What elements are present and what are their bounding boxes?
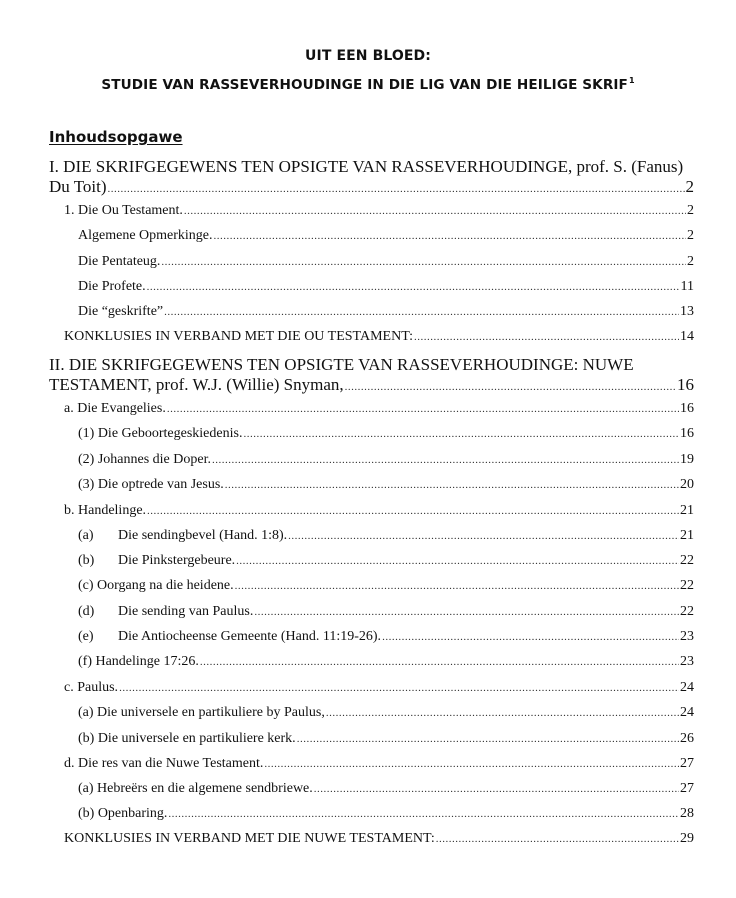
toc-page-number: 24	[680, 705, 694, 720]
dot-leader	[147, 505, 679, 517]
toc-entry-title: Die Pinkstergebeure.	[118, 553, 236, 568]
toc-entry[interactable]	[78, 279, 694, 295]
toc-entry[interactable]	[64, 329, 694, 345]
toc-entry[interactable]	[78, 452, 694, 468]
toc-entry-title: (1) Die Geboortegeskiedenis.	[78, 426, 243, 441]
toc-entry-title: (3) Die optrede van Jesus.	[78, 477, 224, 492]
toc-entry[interactable]	[64, 401, 694, 417]
document-subtitle	[0, 76, 736, 93]
dot-leader	[167, 403, 679, 415]
dot-leader	[297, 733, 679, 745]
toc-entry[interactable]	[78, 304, 694, 320]
toc-entry[interactable]	[78, 477, 694, 493]
toc-entry-title: (a) Hebreërs en die algemene sendbriewe.	[78, 781, 313, 796]
toc-page-number: 27	[680, 756, 694, 771]
dot-leader	[184, 205, 686, 217]
toc-entry-title: Die “geskrifte”	[78, 304, 164, 319]
dot-leader	[254, 606, 679, 618]
dot-leader	[326, 707, 679, 719]
toc-part-1-title-cont: Du Toit)	[49, 177, 107, 196]
toc-page-number: 24	[680, 680, 694, 695]
toc-entry-title: c. Paulus.	[64, 680, 119, 695]
toc-page-number: 16	[680, 401, 694, 416]
toc-page-number: 22	[680, 604, 694, 619]
toc-entry-label: (a)	[78, 528, 94, 543]
toc-entry[interactable]	[78, 731, 694, 747]
dot-leader	[147, 281, 680, 293]
toc-entry-label: (d)	[78, 604, 95, 619]
dot-leader	[288, 530, 679, 542]
toc-page-number: 2	[687, 203, 694, 218]
toc-heading: Inhoudsopgawe	[49, 128, 183, 146]
toc-entry-title: Die sending van Paulus.	[118, 604, 254, 619]
toc-entry[interactable]	[78, 528, 694, 544]
toc-entry[interactable]	[64, 756, 694, 772]
toc-entry-label: (b)	[78, 553, 95, 568]
toc-entry[interactable]	[78, 629, 694, 645]
toc-entry[interactable]	[78, 604, 694, 620]
toc-entry-label: (e)	[78, 629, 94, 644]
dot-leader	[200, 656, 679, 668]
toc-entry-title: (2) Johannes die Doper.	[78, 452, 211, 467]
toc-page-number: 2	[687, 228, 694, 243]
toc-entry-title: (a) Die universele en partikuliere by Paulus,	[78, 705, 325, 720]
toc-entry-title: (b) Die universele en partikuliere kerk.	[78, 731, 296, 746]
toc-part-1[interactable]	[49, 157, 694, 199]
toc-entry-title: Die Pentateug.	[78, 254, 161, 269]
dot-leader	[119, 682, 679, 694]
dot-leader	[235, 580, 679, 592]
toc-entry-title: d. Die res van die Nuwe Testament.	[64, 756, 264, 771]
dot-leader	[161, 256, 686, 268]
dot-leader	[168, 808, 679, 820]
toc-entry[interactable]	[78, 578, 694, 594]
toc-entry[interactable]	[64, 680, 694, 696]
toc-page-number: 26	[680, 731, 694, 746]
toc-entry-title: Die Profete.	[78, 279, 146, 294]
dot-leader	[436, 833, 679, 845]
toc-entry[interactable]	[78, 426, 694, 442]
dot-leader	[164, 306, 679, 318]
toc-page-number: 19	[680, 452, 694, 467]
footnote-marker[interactable]: 1	[628, 76, 635, 85]
toc-page-number: 16	[680, 426, 694, 441]
toc-entry-title: b. Handelinge.	[64, 503, 147, 518]
toc-entry-title: (f) Handelinge 17:26.	[78, 654, 199, 669]
dot-leader	[212, 454, 679, 466]
toc-entry-title: Die sendingbevel (Hand. 1:8).	[118, 528, 288, 543]
dot-leader	[236, 555, 679, 567]
dot-leader	[243, 428, 679, 440]
dot-leader	[382, 631, 679, 643]
dot-leader	[345, 377, 676, 397]
toc-entry[interactable]	[64, 831, 694, 847]
toc-page-number: 22	[680, 553, 694, 568]
dot-leader	[414, 331, 679, 343]
toc-page-number: 16	[677, 375, 694, 394]
toc-page-number: 13	[680, 304, 694, 319]
toc-page-number: 22	[680, 578, 694, 593]
title-line-1: UIT EEN BLOED:	[305, 48, 431, 64]
title-line-2: STUDIE VAN RASSEVERHOUDINGE IN DIE LIG VAN DIE HEILIGE SKRIF	[101, 77, 628, 93]
toc-part-2[interactable]	[49, 355, 694, 397]
toc-part-1-title: I. DIE SKRIFGEGEWENS TEN OPSIGTE VAN RASSEVERHOUDINGE, prof. S. (Fanus)	[49, 157, 684, 176]
toc-page-number: 29	[680, 831, 694, 846]
toc-page-number: 2	[685, 177, 694, 196]
toc-entry-title: Die Antiocheense Gemeente (Hand. 11:19-26).	[118, 629, 382, 644]
toc-page-number: 23	[680, 629, 694, 644]
toc-page-number: 28	[680, 806, 694, 821]
document-title	[0, 48, 736, 64]
toc-entry-title: KONKLUSIES IN VERBAND MET DIE OU TESTAMENT:	[64, 329, 413, 344]
toc-entry[interactable]	[78, 806, 694, 822]
dot-leader	[264, 758, 679, 770]
toc-entry[interactable]	[78, 254, 694, 270]
toc-page-number: 23	[680, 654, 694, 669]
toc-page-number: 2	[687, 254, 694, 269]
toc-entry[interactable]	[64, 203, 694, 219]
toc-entry[interactable]	[64, 503, 694, 519]
toc-page-number: 20	[680, 477, 694, 492]
toc-entry-title: (c) Oorgang na die heidene.	[78, 578, 234, 593]
toc-page-number: 11	[680, 279, 694, 294]
toc-part-2-title: II. DIE SKRIFGEGEWENS TEN OPSIGTE VAN RASSEVERHOUDINGE: NUWE	[49, 355, 634, 374]
toc-entry[interactable]	[78, 705, 694, 721]
toc-part-2-title-cont: TESTAMENT, prof. W.J. (Willie) Snyman,	[49, 375, 344, 394]
toc-entry-title: Algemene Opmerkinge.	[78, 228, 213, 243]
toc-page-number: 21	[680, 528, 694, 543]
dot-leader	[108, 179, 685, 199]
toc-entry-title: 1. Die Ou Testament.	[64, 203, 183, 218]
toc-entry[interactable]	[78, 781, 694, 797]
toc-entry[interactable]	[78, 553, 694, 569]
toc-entry-title: (b) Openbaring.	[78, 806, 168, 821]
toc-entry[interactable]	[78, 228, 694, 244]
toc-page-number: 14	[680, 329, 694, 344]
dot-leader	[314, 783, 679, 795]
toc-page-number: 27	[680, 781, 694, 796]
toc-entry-title: a. Die Evangelies.	[64, 401, 166, 416]
toc-page-number: 21	[680, 503, 694, 518]
toc-entry-title: KONKLUSIES IN VERBAND MET DIE NUWE TESTAMENT:	[64, 831, 435, 846]
dot-leader	[214, 230, 686, 242]
toc-entry[interactable]	[78, 654, 694, 670]
dot-leader	[225, 479, 679, 491]
